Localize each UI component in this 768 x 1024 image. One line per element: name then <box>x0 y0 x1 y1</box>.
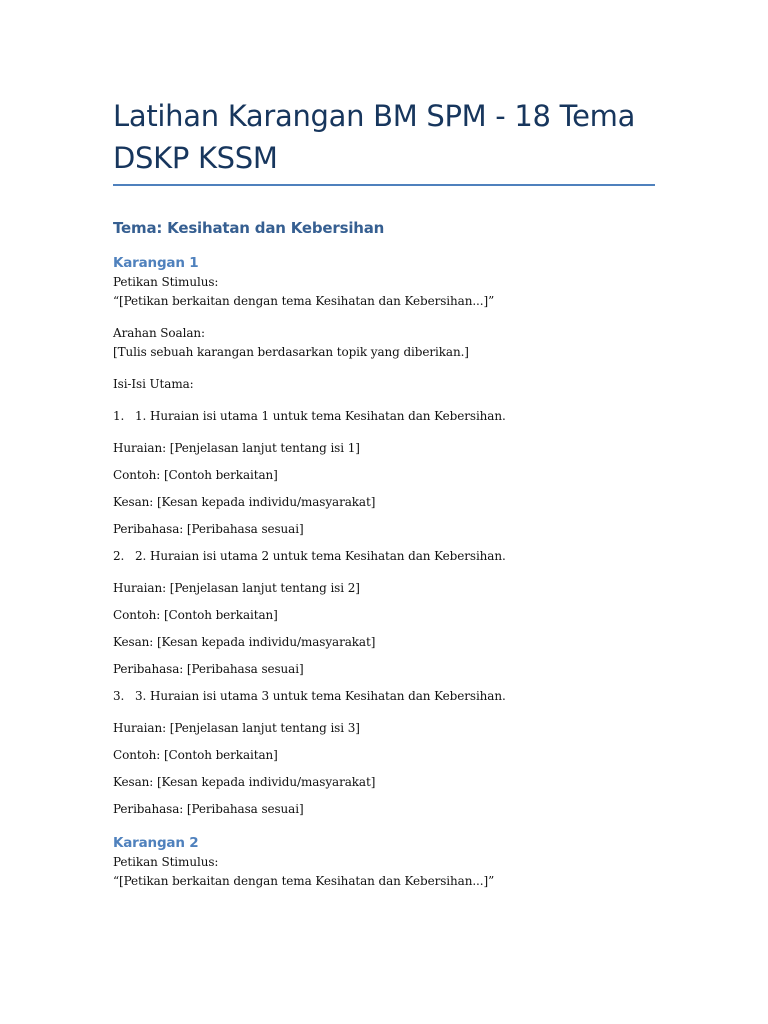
karangan-2-section <box>113 833 655 891</box>
arahan-text: [Tulis sebuah karangan berdasarkan topik yang diberikan.] <box>113 345 469 359</box>
huraian-line: Huraian: [Penjelasan lanjut tentang isi 2] <box>113 581 360 595</box>
isi-utama-list <box>113 407 655 819</box>
peribahasa-line: Peribahasa: [Peribahasa sesuai] <box>113 662 304 676</box>
kesan-line: Kesan: [Kesan kepada individu/masyarakat] <box>113 635 376 649</box>
huraian-line: Huraian: [Penjelasan lanjut tentang isi 3] <box>113 721 360 735</box>
huraian-line: Huraian: [Penjelasan lanjut tentang isi 1] <box>113 441 360 455</box>
list-item-text: 2. Huraian isi utama 2 untuk tema Kesihatan dan Kebersihan. <box>135 549 506 563</box>
karangan-1-section <box>113 253 655 819</box>
contoh-line: Contoh: [Contoh berkaitan] <box>113 608 278 622</box>
kesan-line: Kesan: [Kesan kepada individu/masyarakat] <box>113 495 376 509</box>
tema-heading: Tema: Kesihatan dan Kebersihan <box>113 219 385 237</box>
peribahasa-line: Peribahasa: [Peribahasa sesuai] <box>113 802 304 816</box>
list-item-number: 1. <box>113 409 125 423</box>
stimulus-text: “[Petikan berkaitan dengan tema Kesihatan dan Kebersihan...]” <box>113 294 495 308</box>
list-item-text: 3. Huraian isi utama 3 untuk tema Kesihatan dan Kebersihan. <box>135 689 506 703</box>
contoh-line: Contoh: [Contoh berkaitan] <box>113 468 278 482</box>
title-line-2: DSKP KSSM <box>113 141 278 175</box>
document-page <box>113 0 655 891</box>
peribahasa-line: Peribahasa: [Peribahasa sesuai] <box>113 522 304 536</box>
list-item-number: 3. <box>113 689 125 703</box>
list-item-text: 1. Huraian isi utama 1 untuk tema Kesihatan dan Kebersihan. <box>135 409 506 423</box>
list-item <box>113 547 655 679</box>
title-line-1: Latihan Karangan BM SPM - 18 Tema <box>113 99 636 133</box>
stimulus-text: “[Petikan berkaitan dengan tema Kesihatan dan Kebersihan...]” <box>113 874 495 888</box>
list-item <box>113 407 655 539</box>
stimulus-label: Petikan Stimulus: <box>113 855 219 869</box>
contoh-line: Contoh: [Contoh berkaitan] <box>113 748 278 762</box>
isi-label: Isi-Isi Utama: <box>113 377 194 391</box>
kesan-line: Kesan: [Kesan kepada individu/masyarakat] <box>113 775 376 789</box>
stimulus-label: Petikan Stimulus: <box>113 275 219 289</box>
karangan-1-heading: Karangan 1 <box>113 255 199 271</box>
arahan-label: Arahan Soalan: <box>113 326 205 340</box>
list-item <box>113 687 655 819</box>
document-title <box>113 0 655 179</box>
karangan-2-heading: Karangan 2 <box>113 835 199 851</box>
list-item-number: 2. <box>113 549 125 563</box>
